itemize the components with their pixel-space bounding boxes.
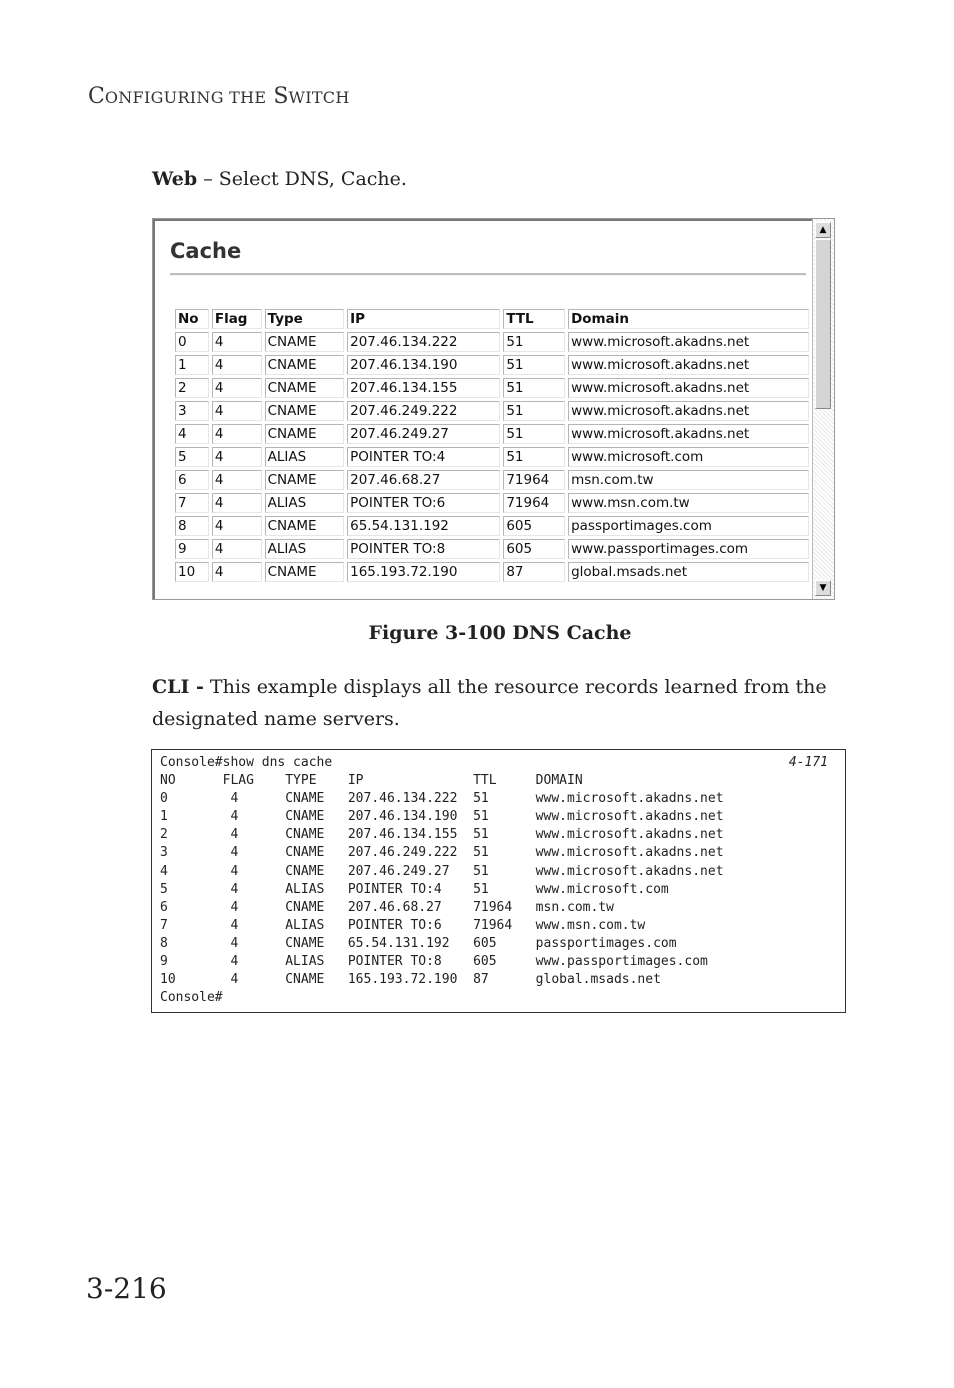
table-row — [175, 447, 809, 467]
cell-ttl: 51 — [503, 401, 565, 421]
cell-no: 7 — [175, 493, 209, 513]
cell-domain: www.microsoft.akadns.net — [568, 424, 809, 444]
table-header-row — [175, 309, 809, 329]
cell-ip: POINTER TO:4 — [347, 447, 500, 467]
cell-flag: 4 — [212, 401, 262, 421]
vertical-scrollbar[interactable] — [812, 219, 834, 599]
table-row — [175, 355, 809, 375]
cell-type: CNAME — [265, 355, 345, 375]
cell-no: 0 — [175, 332, 209, 352]
cell-no: 4 — [175, 424, 209, 444]
cache-title: Cache — [170, 239, 242, 263]
cell-flag: 4 — [212, 470, 262, 490]
figure-caption: Figure 3-100 DNS Cache — [368, 622, 632, 644]
header-ip: IP — [347, 309, 500, 329]
cell-domain: www.msn.com.tw — [568, 493, 809, 513]
cell-domain: www.passportimages.com — [568, 539, 809, 559]
table-row — [175, 562, 809, 582]
cell-type: CNAME — [265, 470, 345, 490]
title-divider — [170, 273, 806, 276]
header-ttl: TTL — [503, 309, 565, 329]
cell-ttl: 71964 — [503, 470, 565, 490]
cell-flag: 4 — [212, 355, 262, 375]
table-body — [175, 332, 809, 582]
cell-ttl: 51 — [503, 332, 565, 352]
cell-ttl: 51 — [503, 378, 565, 398]
cell-ip: POINTER TO:8 — [347, 539, 500, 559]
cell-no: 8 — [175, 516, 209, 536]
cell-ip: 207.46.68.27 — [347, 470, 500, 490]
cell-ip: 207.46.134.190 — [347, 355, 500, 375]
cell-domain: global.msads.net — [568, 562, 809, 582]
cell-domain: www.microsoft.akadns.net — [568, 401, 809, 421]
cell-type: CNAME — [265, 332, 345, 352]
cell-ttl: 51 — [503, 447, 565, 467]
cell-ip: 65.54.131.192 — [347, 516, 500, 536]
cell-domain: www.microsoft.akadns.net — [568, 332, 809, 352]
cell-ip: 207.46.134.155 — [347, 378, 500, 398]
cell-domain: www.microsoft.akadns.net — [568, 378, 809, 398]
cache-panel — [153, 219, 812, 599]
cell-ip: 165.193.72.190 — [347, 562, 500, 582]
dns-cache-screenshot — [152, 218, 835, 600]
table-row — [175, 539, 809, 559]
header-no: No — [175, 309, 209, 329]
header-domain: Domain — [568, 309, 809, 329]
web-intro: Web – Select DNS, Cache. — [152, 168, 407, 190]
scrollbar-thumb[interactable] — [815, 239, 831, 409]
cell-no: 5 — [175, 447, 209, 467]
cell-domain: passportimages.com — [568, 516, 809, 536]
cell-flag: 4 — [212, 539, 262, 559]
web-label: Web — [152, 168, 198, 190]
table-row — [175, 401, 809, 421]
cell-no: 2 — [175, 378, 209, 398]
header-type: Type — [265, 309, 345, 329]
cell-type: ALIAS — [265, 447, 345, 467]
cell-type: ALIAS — [265, 493, 345, 513]
command-reference: 4-171 — [788, 755, 828, 770]
cell-ip: POINTER TO:6 — [347, 493, 500, 513]
cell-no: 10 — [175, 562, 209, 582]
cell-flag: 4 — [212, 424, 262, 444]
cell-domain: www.microsoft.akadns.net — [568, 355, 809, 375]
header-flag: Flag — [212, 309, 262, 329]
console-output: Console#show dns cache NO FLAG TYPE IP TTL DOMAIN 0 4 CNAME 207.46.134.222 51 www.microsoft.akadns.net 1 4 CNAME 207.46.134.190 51 www.microsoft.akadns.net 2 4 CNAME 207.46.134.155 51 www.microsoft.akadns.net 3 4 CNAME 207.46.249.222 51 www.microsoft.akadns.net 4 4 CNAME 207.46.249.27 51 www.microsoft.akadns.net 5 4 ALIAS POINTER TO:4 51 www.microsoft.com 6 4 CNAME 207.46.68.27 71964 msn.com.tw 7 4 ALIAS POINTER TO:6 71964 www.msn.com.tw 8 4 CNAME 65.54.131.192 605 passportimages.com 9 4 ALIAS POINTER TO:8 605 www.passportimages.com 10 4 CNAME 165.193.72.190 87 global.msads.net Console# — [160, 755, 724, 1006]
cell-flag: 4 — [212, 516, 262, 536]
cell-no: 9 — [175, 539, 209, 559]
cli-label: CLI - — [152, 676, 204, 698]
cell-type: CNAME — [265, 562, 345, 582]
arrow-down-icon[interactable]: ▼ — [815, 580, 831, 596]
cell-type: CNAME — [265, 424, 345, 444]
cell-ttl: 51 — [503, 424, 565, 444]
cli-paragraph: CLI - This example displays all the resource records learned from the designated name servers. — [152, 676, 827, 730]
cell-flag: 4 — [212, 447, 262, 467]
cell-flag: 4 — [212, 332, 262, 352]
cell-type: CNAME — [265, 378, 345, 398]
table-row — [175, 424, 809, 444]
cell-domain: msn.com.tw — [568, 470, 809, 490]
cache-table — [172, 306, 812, 585]
arrow-up-icon[interactable]: ▲ — [815, 222, 831, 238]
cell-flag: 4 — [212, 378, 262, 398]
cell-no: 6 — [175, 470, 209, 490]
cell-ip: 207.46.134.222 — [347, 332, 500, 352]
console-box — [151, 749, 846, 1013]
table-row — [175, 378, 809, 398]
cell-no: 1 — [175, 355, 209, 375]
cell-ip: 207.46.249.27 — [347, 424, 500, 444]
cell-type: ALIAS — [265, 539, 345, 559]
cell-no: 3 — [175, 401, 209, 421]
cell-ip: 207.46.249.222 — [347, 401, 500, 421]
page-number: 3-216 — [86, 1272, 167, 1305]
cell-flag: 4 — [212, 562, 262, 582]
cell-ttl: 87 — [503, 562, 565, 582]
cell-ttl: 71964 — [503, 493, 565, 513]
running-head: CONFIGURING THE SWITCH — [88, 84, 350, 109]
table-row — [175, 470, 809, 490]
cell-type: CNAME — [265, 516, 345, 536]
cell-flag: 4 — [212, 493, 262, 513]
table-row — [175, 332, 809, 352]
cell-ttl: 605 — [503, 516, 565, 536]
table-row — [175, 516, 809, 536]
table-row — [175, 493, 809, 513]
cell-domain: www.microsoft.com — [568, 447, 809, 467]
cell-ttl: 605 — [503, 539, 565, 559]
cell-type: CNAME — [265, 401, 345, 421]
cell-ttl: 51 — [503, 355, 565, 375]
